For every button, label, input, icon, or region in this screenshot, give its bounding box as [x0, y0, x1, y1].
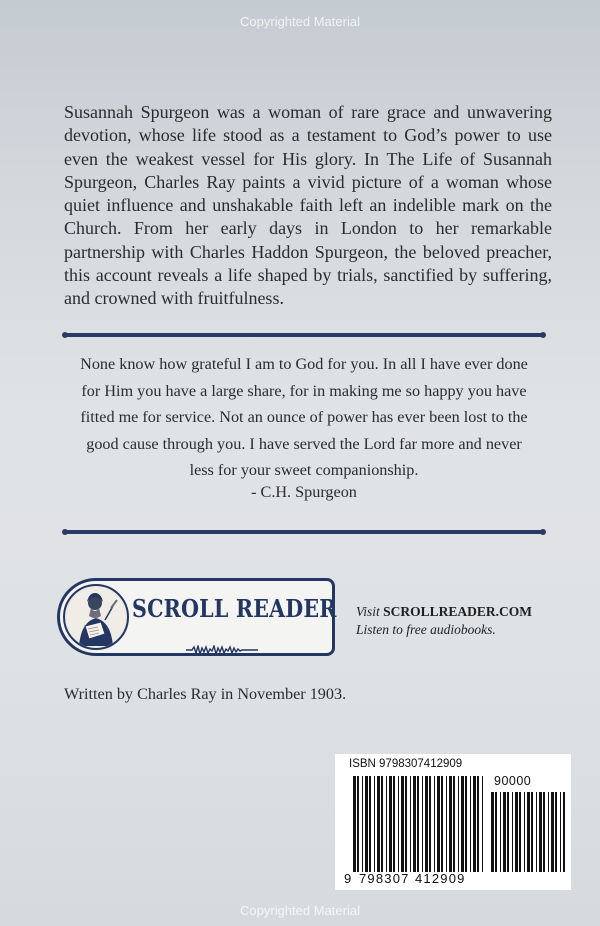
ornamental-divider-top	[64, 333, 544, 337]
website-link[interactable]: SCROLLREADER.COM	[383, 604, 533, 619]
quote-line: for Him you have a large share, for in making me so happy you have	[81, 381, 527, 400]
audio-wave-icon	[186, 645, 258, 655]
scribe-icon	[63, 584, 129, 650]
visit-website-text	[356, 603, 532, 639]
quote-line: None know how grateful I am to God for you. In all I have ever done	[80, 355, 528, 373]
book-description: Susannah Spurgeon was a woman of rare grace and unwavering devotion, whose life stood as a testament to God’s power to use even the weakest vessel for His glory. In The Life of Susannah Spurgeon, Charles Ray paints a vivid picture of a woman whose quiet influence and unshakable faith left an indelible mark on the Church. From her early days in London to her remarkable partnership with Charles Haddon Spurgeon, the beloved preacher, this account reveals a life shaped by trials, sanctified by suffering, and crowned with fruitfulness.	[64, 102, 552, 309]
logo-wordmark: SCROLL READER	[132, 594, 337, 623]
authorship-note: Written by Charles Ray in November 1903.	[64, 685, 347, 703]
barcode-bars	[335, 754, 571, 890]
tagline: Listen to free audiobooks.	[356, 622, 496, 637]
barcode-digits-right: 412909	[415, 871, 466, 886]
quote-line: good cause through you. I have served the Lord far more and never	[86, 434, 522, 453]
watermark-top: Copyrighted Material	[240, 14, 360, 29]
barcode-digit-first: 9	[344, 871, 353, 886]
ornamental-divider-bottom	[64, 530, 544, 534]
isbn-barcode-box	[335, 754, 571, 890]
scroll-reader-logo	[57, 578, 335, 656]
visit-prefix: Visit	[356, 604, 384, 619]
quote-line: fitted me for service. Not an ounce of power has ever been lost to the	[80, 408, 528, 427]
price-code: 90000	[494, 774, 532, 788]
isbn-label: ISBN 9798307412909	[349, 758, 463, 770]
watermark-bottom: Copyrighted Material	[240, 903, 360, 918]
visit-line	[356, 603, 532, 621]
quote-attribution: - C.H. Spurgeon	[251, 483, 357, 501]
spurgeon-quote	[64, 351, 544, 484]
barcode-digits-left: 798307	[359, 871, 410, 886]
quote-line: less for your sweet companionship.	[189, 461, 419, 480]
